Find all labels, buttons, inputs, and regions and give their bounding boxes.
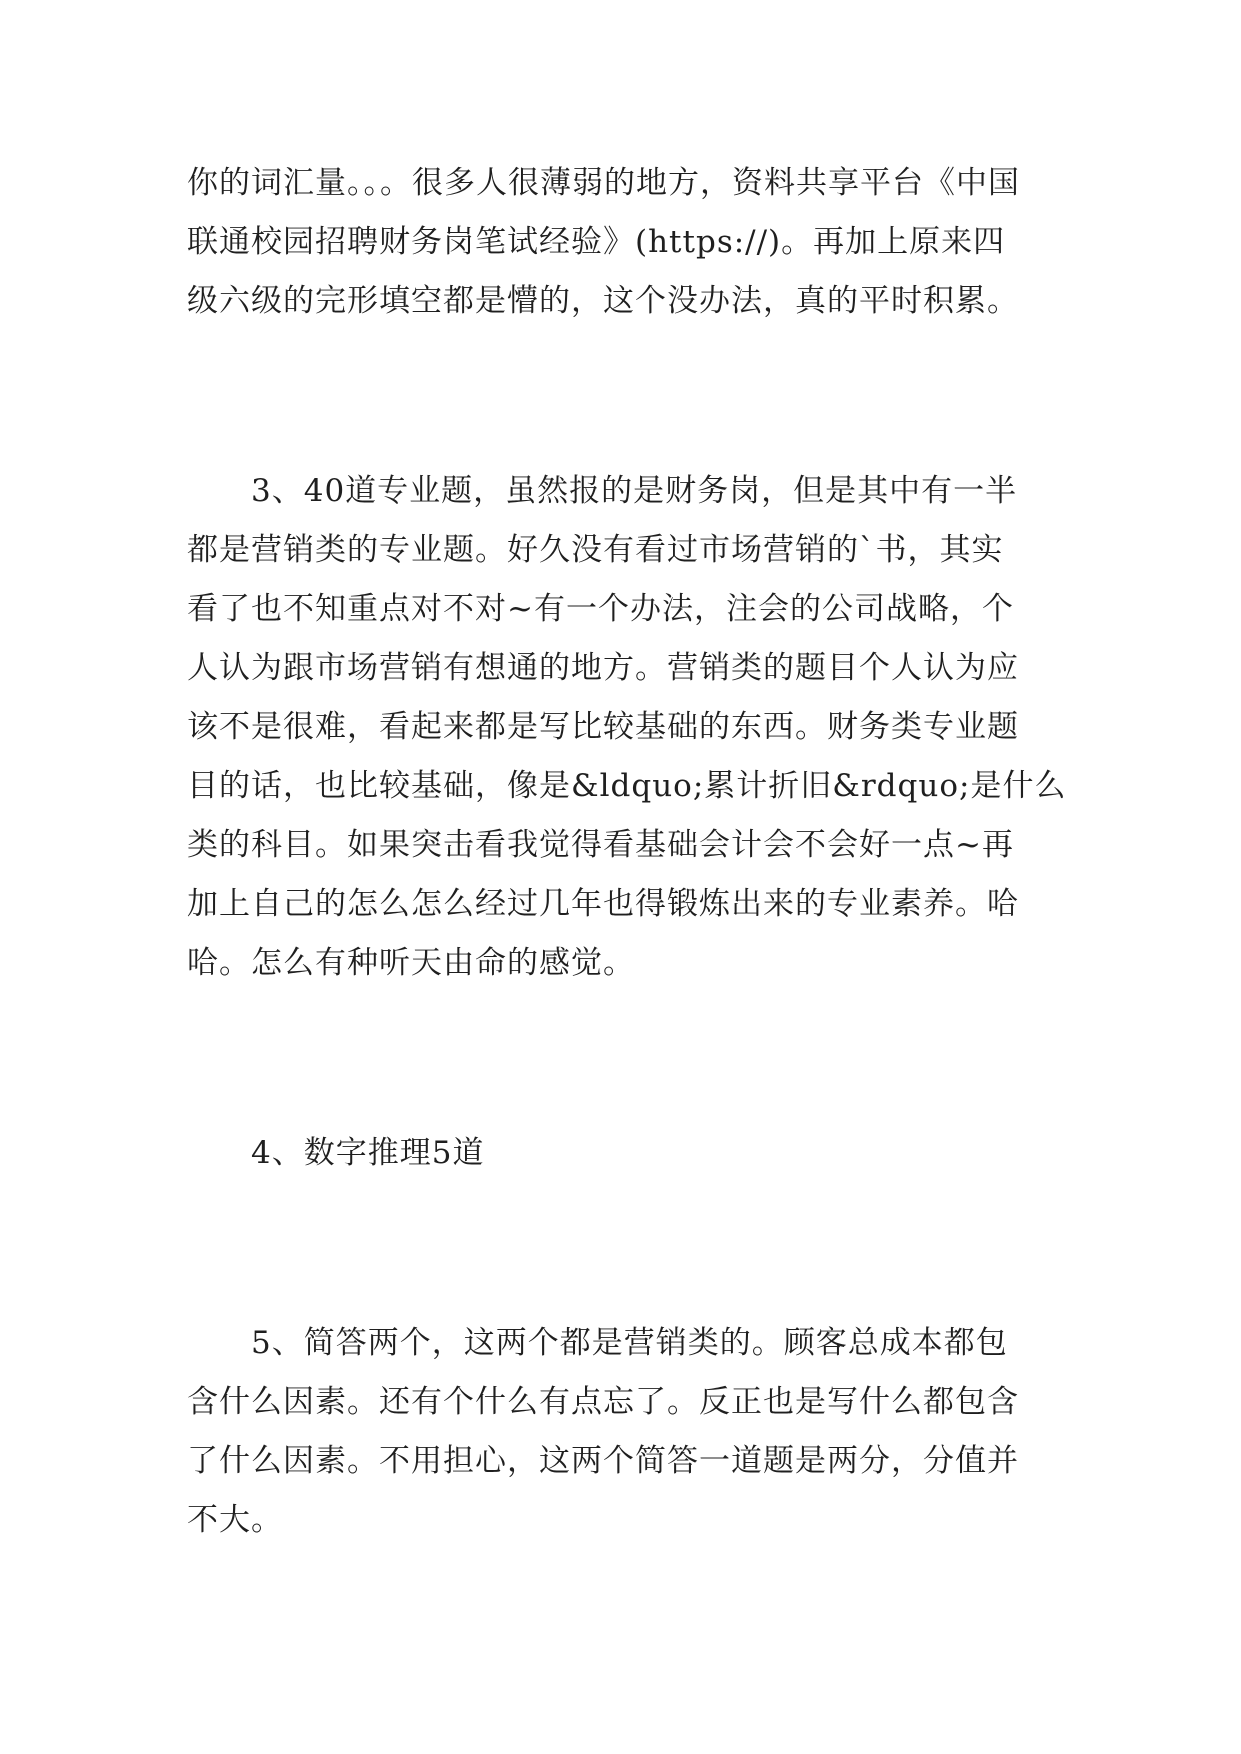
paragraph-line: 含什么因素。还有个什么有点忘了。反正也是写什么都包含: [187, 1384, 1019, 1420]
paragraph-line: 该不是很难，看起来都是写比较基础的东西。财务类专业题: [187, 709, 1019, 745]
paragraph-line: 目的话，也比较基础，像是&ldquo;累计折旧&rdquo;是什么: [187, 768, 1067, 804]
paragraph-line: 不大。: [187, 1502, 283, 1538]
paragraph-line: 类的科目。如果突击看我觉得看基础会计会不会好一点~再: [187, 827, 1014, 863]
paragraph-line: 5、简答两个，这两个都是营销类的。顾客总成本都包: [251, 1325, 1008, 1361]
paragraph-line: 你的词汇量。。。很多人很薄弱的地方，资料共享平台《中国: [187, 165, 1020, 201]
paragraph-line: 3、40道专业题，虽然报的是财务岗，但是其中有一半: [251, 473, 1018, 509]
paragraph-line: 人认为跟市场营销有想通的地方。营销类的题目个人认为应: [187, 650, 1019, 686]
paragraph-line: 哈。怎么有种听天由命的感觉。: [187, 945, 635, 981]
paragraph-line: 都是营销类的专业题。好久没有看过市场营销的`书，其实: [187, 532, 1004, 568]
paragraph-line: 4、数字推理5道: [251, 1135, 485, 1171]
paragraph-line: 看了也不知重点对不对~有一个办法，注会的公司战略，个: [187, 591, 1014, 627]
paragraph-line: 级六级的完形填空都是懵的，这个没办法，真的平时积累。: [187, 283, 1019, 319]
paragraph-line: 了什么因素。不用担心，这两个简答一道题是两分，分值并: [187, 1443, 1019, 1479]
paragraph-line: 加上自己的怎么怎么经过几年也得锻炼出来的专业素养。哈: [187, 886, 1019, 922]
paragraph-line: 联通校园招聘财务岗笔试经验》(https://)。再加上原来四: [187, 224, 1006, 260]
